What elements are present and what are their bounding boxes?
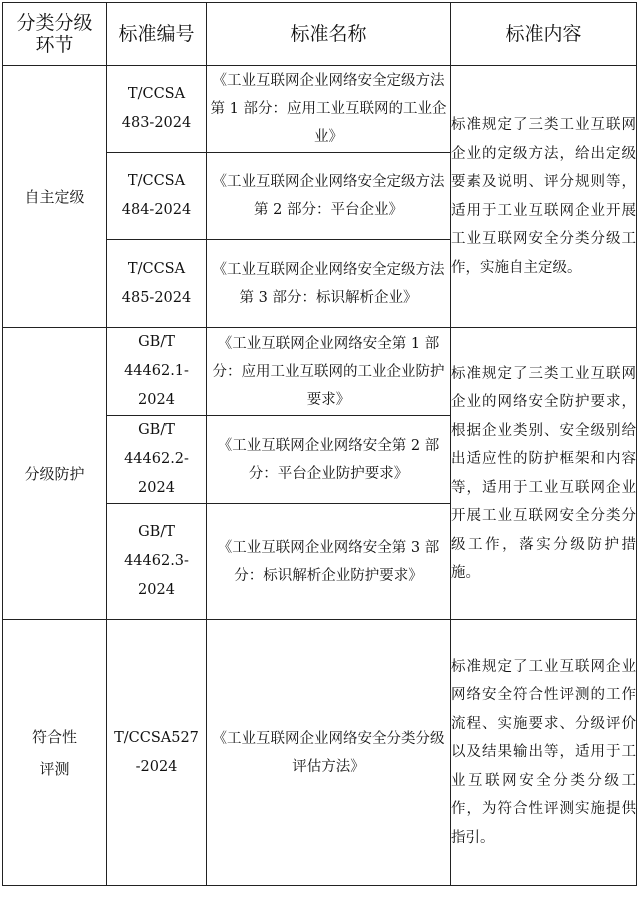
table-row — [3, 66, 637, 153]
standard-code: GB/T 44462.2- 2024 — [107, 416, 207, 504]
header-code: 标准编号 — [107, 3, 207, 66]
stage-cell: 分级防护 — [3, 328, 107, 620]
standard-name: 《工业互联网企业网络安全第 3 部分：标识解析企业防护要求》 — [207, 504, 451, 620]
standard-content: 标准规定了三类工业互联网企业的定级方法，给出定级要素及说明、评分规则等，适用于工业互联网企业开展工业互联网安全分类分级工作，实施自主定级。 — [451, 66, 637, 328]
standard-name: 《工业互联网企业网络安全定级方法第 2 部分：平台企业》 — [207, 153, 451, 240]
standard-code: T/CCSA 485-2024 — [107, 240, 207, 328]
standard-name: 《工业互联网企业网络安全定级方法第 3 部分：标识解析企业》 — [207, 240, 451, 328]
stage-cell: 自主定级 — [3, 66, 107, 328]
table-row — [3, 620, 637, 886]
standard-code: T/CCSA527 -2024 — [107, 620, 207, 886]
standard-name: 《工业互联网企业网络安全定级方法第 1 部分：应用工业互联网的工业企业》 — [207, 66, 451, 153]
standard-code: GB/T 44462.1- 2024 — [107, 328, 207, 416]
standards-table — [2, 2, 637, 886]
standard-name: 《工业互联网企业网络安全第 2 部分：平台企业防护要求》 — [207, 416, 451, 504]
standard-content: 标准规定了工业互联网企业网络安全符合性评测的工作流程、实施要求、分级评价以及结果输出等，适用于工业互联网安全分类分级工作，为符合性评测实施提供指引。 — [451, 620, 637, 886]
standard-code: T/CCSA 483-2024 — [107, 66, 207, 153]
table-row — [3, 328, 637, 416]
standard-name: 《工业互联网企业网络安全第 1 部分：应用工业互联网的工业企业防护要求》 — [207, 328, 451, 416]
standard-code: GB/T 44462.3- 2024 — [107, 504, 207, 620]
header-row — [3, 3, 637, 66]
standard-content: 标准规定了三类工业互联网企业的网络安全防护要求，根据企业类别、安全级别给出适应性的防护框架和内容等，适用于工业互联网企业开展工业互联网安全分类分级工作，落实分级防护措施。 — [451, 328, 637, 620]
header-name: 标准名称 — [207, 3, 451, 66]
standard-code: T/CCSA 484-2024 — [107, 153, 207, 240]
standard-name: 《工业互联网企业网络安全分类分级评估方法》 — [207, 620, 451, 886]
header-stage: 分类分级 环节 — [3, 3, 107, 66]
header-content: 标准内容 — [451, 3, 637, 66]
stage-cell: 符合性 评测 — [3, 620, 107, 886]
